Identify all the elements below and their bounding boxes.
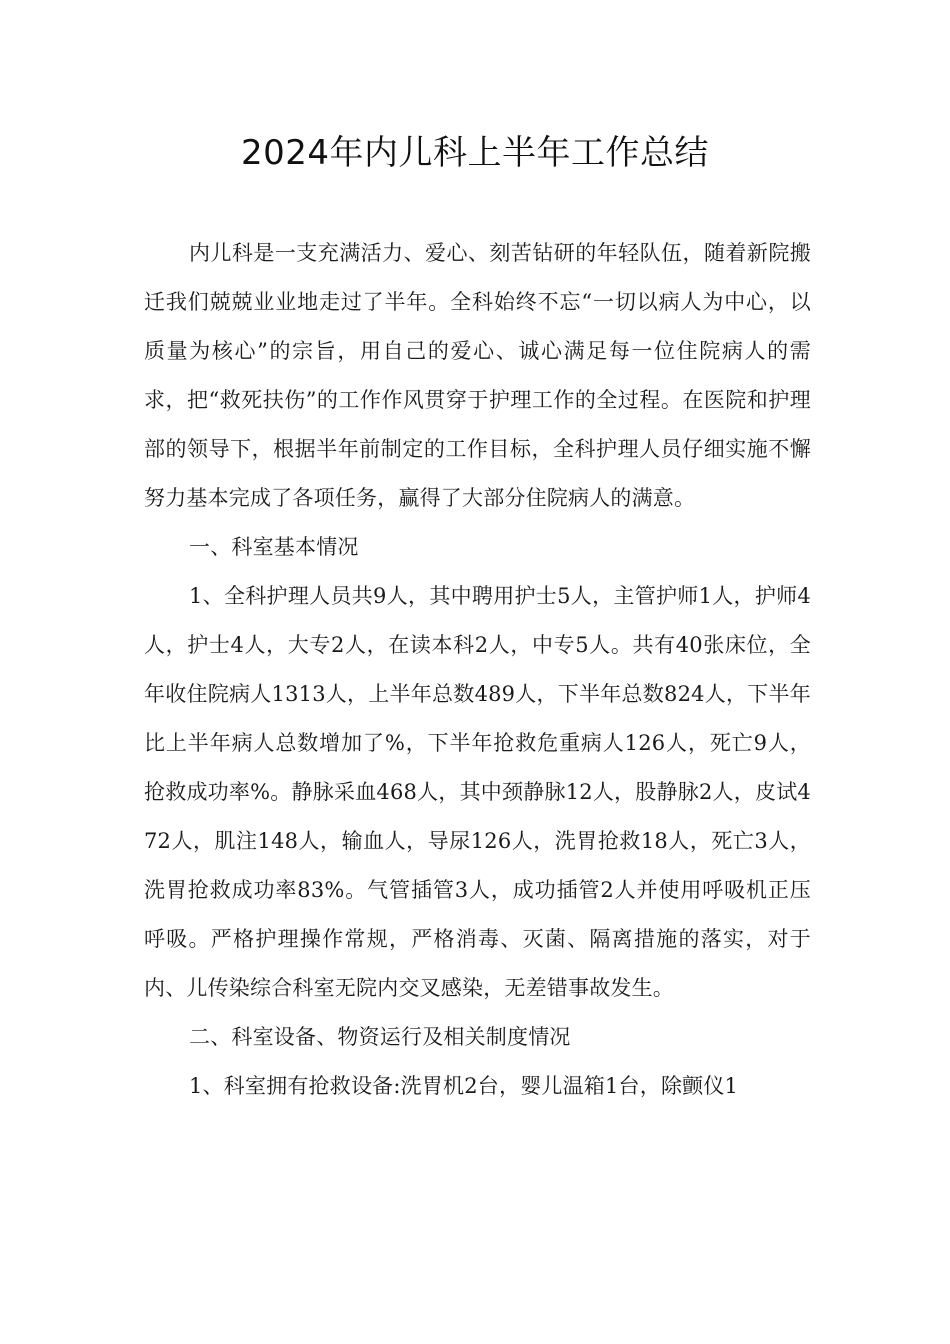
section-heading-basic-info: 一、科室基本情况 xyxy=(189,535,359,559)
paragraph-intro: 内儿科是一支充满活力、爱心、刻苦钻研的年轻队伍，随着新院搬迁我们兢兢业业地走过了半年。全科始终不忘“一切以病人为中心，以质量为核心”的宗旨，用自己的爱心、诚心满足每一位住院病人的需求，把“救死扶伤”的工作作风贯穿于护理工作的全过程。在医院和护理部的领导下，根据半年前制定的工作目标，全科护理人员仔细实施不懈努力基本完成了各项任务，赢得了大部分住院病人的满意。 xyxy=(144,241,811,510)
document-title: 2024年内儿科上半年工作总结 xyxy=(240,133,710,173)
section-heading-equipment: 二、科室设备、物资运行及相关制度情况 xyxy=(189,1025,571,1049)
document-body xyxy=(144,229,811,1111)
paragraph-equipment: 1、科室拥有抢救设备:洗胃机2台，婴儿温箱1台，除颤仪1 xyxy=(189,1074,739,1098)
paragraph-staff-statistics: 1、全科护理人员共9人，其中聘用护士5人，主管护师1人，护师4人，护士4人，大专2人，在读本科2人，中专5人。共有40张床位，全年收住院病人1313人，上半年总数489人，下半年总数824人，下半年比上半年病人总数增加了%，下半年抢救危重病人126人，死亡9人，抢救成功率%。静脉采血468人，其中颈静脉12人，股静脉2人，皮试472人，肌注148人，输血人，导尿126人，洗胃抢救18人，死亡3人，洗胃抢救成功率83%。气管插管3人，成功插管2人并使用呼吸机正压呼吸。严格护理操作常规，严格消毒、灭菌、隔离措施的落实，对于内、儿传染综合科室无院内交叉感染，无差错事故发生。 xyxy=(144,584,811,1000)
